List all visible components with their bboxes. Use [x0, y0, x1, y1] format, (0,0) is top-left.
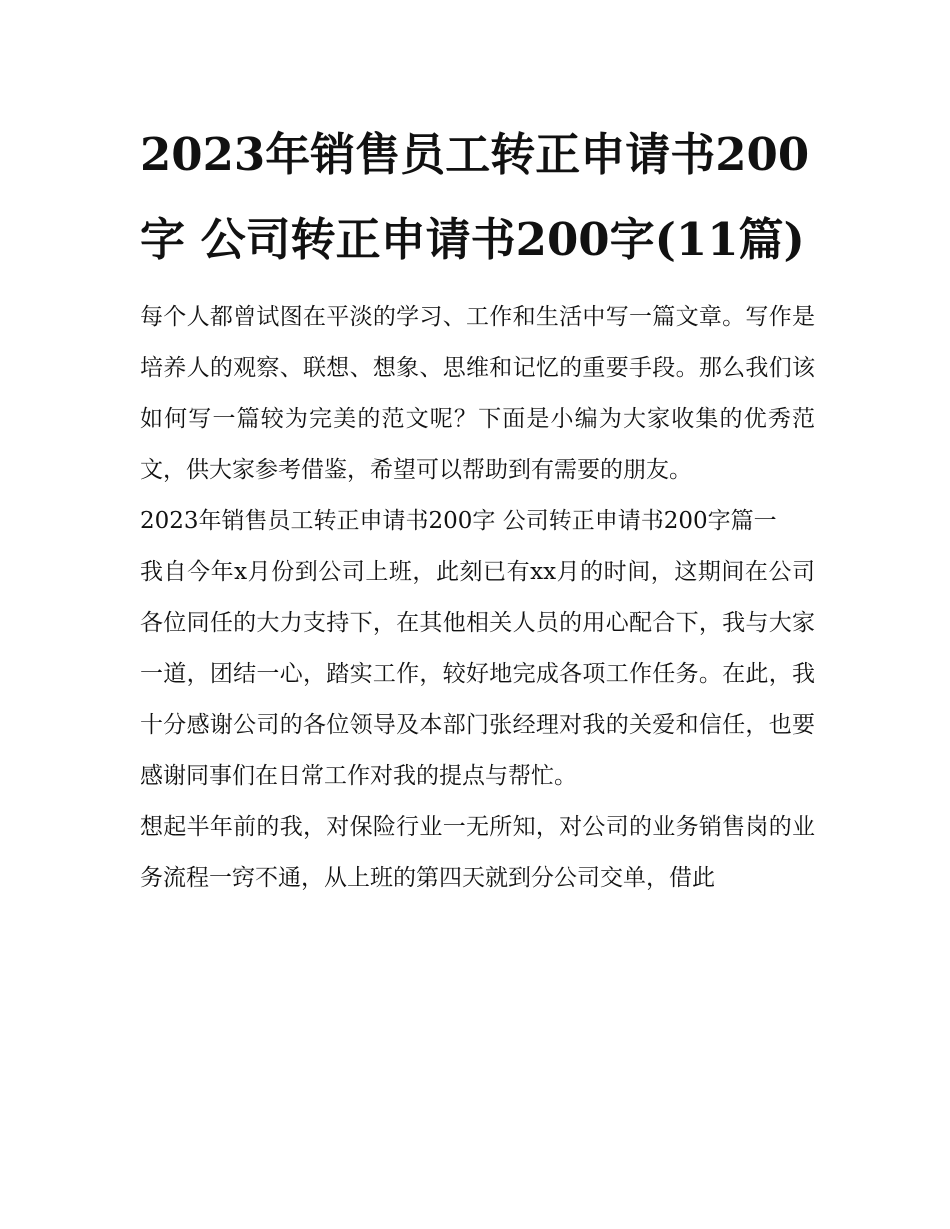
- document-body: [140, 112, 815, 904]
- body-paragraph-2: 想起半年前的我，对保险行业一无所知，对公司的业务销售岗的业务流程一窍不通，从上班的第四天就到分公司交单，借此: [140, 814, 815, 891]
- intro-paragraph: 每个人都曾试图在平淡的学习、工作和生活中写一篇文章。写作是培养人的观察、联想、想象、思维和记忆的重要手段。那么我们该如何写一篇较为完美的范文呢？下面是小编为大家收集的优秀范文，供大家参考借鉴，希望可以帮助到有需要的朋友。: [140, 304, 815, 483]
- body-paragraph-1: 我自今年x月份到公司上班，此刻已有xx月的时间，这期间在公司各位同任的大力支持下，在其他相关人员的用心配合下，我与大家一道，团结一心，踏实工作，较好地完成各项工作任务。在此，我十分感谢公司的各位领导及本部门张经理对我的关爱和信任，也要感谢同事们在日常工作对我的提点与帮忙。: [140, 559, 815, 789]
- document-title: 2023年销售员工转正申请书200字 公司转正申请书200字(11篇): [140, 128, 810, 266]
- section-heading: 2023年销售员工转正申请书200字 公司转正申请书200字篇一: [140, 508, 777, 534]
